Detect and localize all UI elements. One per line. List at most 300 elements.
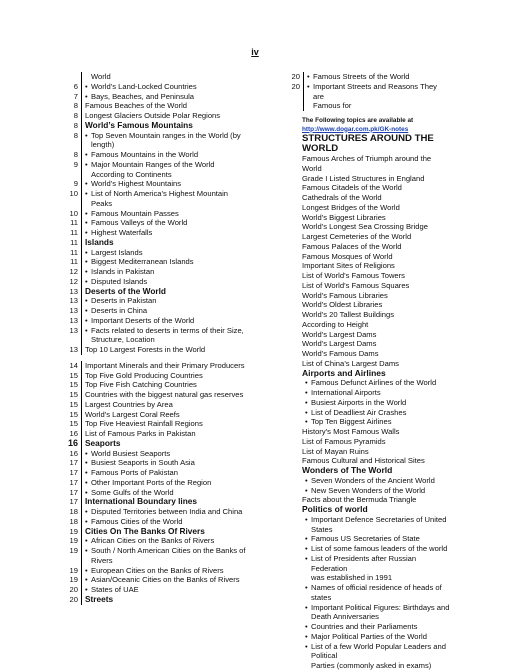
entry-text: Famous Ports of Pakistan [91,468,178,477]
entry-text: Top Five Gold Producing Countries [85,370,203,380]
entry-text: List of North America’s Highest Mountain [91,189,229,198]
toc-entry[interactable] [60,419,282,429]
topic-entry[interactable] [302,271,450,281]
entry-title [81,345,282,355]
page-ref: 8 [73,130,78,140]
page-ref: 17 [69,458,78,468]
toc-entry[interactable] [60,458,282,468]
toc-entry[interactable] [60,82,282,92]
topic-entry[interactable] [302,339,450,349]
entry-text: Streets [85,593,114,604]
toc-entry[interactable] [60,439,282,449]
entry-text: List of World’s Famous Squares [302,280,410,290]
entry-text: Famous Mountain Passes [91,208,179,218]
page-ref [282,101,303,111]
entry-text: Seaports [85,437,121,448]
entry-title [81,82,282,92]
bullet-icon: • [85,477,88,487]
bullet-icon: • [85,130,88,140]
entry-text: List of China’s Largest Dams [302,358,399,368]
entry-title [81,316,282,326]
entry-text: Famous Defunct Airlines of the World [311,378,437,388]
entry-text: Famous Mountains in the World [91,150,199,159]
bullet-icon: • [85,448,88,458]
toc-entry[interactable] [60,517,282,527]
toc-entry[interactable] [282,101,450,111]
topic-entry[interactable] [302,300,450,310]
page-ref: 13 [69,315,78,325]
toc-entry[interactable] [60,287,282,297]
toc-entry[interactable] [282,82,450,102]
page-ref: 15 [69,370,78,380]
entry-text: Death Anniversaries [311,612,379,622]
topic-entry[interactable] [302,174,450,184]
bullet-icon: • [305,397,308,407]
page-ref: 15 [69,419,78,429]
topic-entry[interactable] [302,408,450,418]
page-ref: 17 [69,487,78,497]
toc-entry[interactable] [60,390,282,400]
bullet-icon: • [85,218,88,228]
entry-text: List of some famous leaders of the world [311,544,448,553]
page-ref: 6 [73,81,78,91]
entry-title [81,267,282,277]
entry-title [81,410,282,420]
section-heading [81,287,282,297]
toc-entry[interactable] [60,121,282,131]
entry-text: International Boundary lines [85,496,198,507]
entry-text: Busiest Seaports in South Asia [91,458,195,468]
entry-title [81,228,282,238]
topic-entry[interactable] [302,437,450,447]
topic-entry[interactable] [302,252,450,262]
topic-entry[interactable] [302,632,450,642]
page-ref: 13 [69,325,78,335]
toc-entry[interactable] [60,92,282,102]
bullet-icon: • [85,306,88,315]
page-ref [60,199,81,209]
entry-title [81,306,282,316]
entry-title [81,72,282,82]
bullet-icon: • [305,475,308,485]
entry-text: The Following topics are available at [302,117,414,124]
bullet-icon: • [305,622,308,631]
topic-entry[interactable] [302,183,450,193]
page-ref: 15 [69,390,78,399]
section-heading [81,595,282,605]
entry-text: World’s Oldest Libraries [302,300,383,310]
toc-entry[interactable] [60,228,282,238]
bullet-icon: • [305,417,308,427]
entry-title [81,575,282,585]
entry-text: Famous for [313,101,352,111]
toc-entry[interactable] [60,248,282,258]
bullet-icon: • [305,544,308,553]
page-ref: 15 [69,409,78,419]
entry-title [81,160,282,170]
toc-entry[interactable] [60,497,282,507]
entry-title [81,335,282,345]
page-ref: 18 [69,516,78,526]
entry-text: Seven Wonders of the Ancient World [311,475,435,485]
toc-entry[interactable] [60,380,282,390]
topic-entry[interactable] [302,222,450,232]
bullet-icon: • [305,583,308,592]
toc-entry[interactable] [60,335,282,345]
entry-title [81,585,282,595]
page-ref: 8 [73,101,78,111]
toc-entry[interactable] [60,306,282,316]
entry-text: List of Famous Parks in Pakistan [85,429,196,438]
entry-title [303,82,450,102]
bullet-icon: • [85,257,88,267]
entry-text: World’s Largest Dams [302,339,377,349]
page-ref: 12 [69,267,78,276]
topic-entry[interactable] [302,661,450,671]
topic-entry[interactable] [302,378,450,388]
page-ref: 20 [291,72,300,81]
entry-text: Top 10 Largest Forests in the World [85,345,206,354]
section-heading [81,497,282,507]
bullet-icon: • [305,378,308,388]
section-heading [81,238,282,248]
entry-text: List of Mayan Ruins [302,446,369,456]
entry-text: History’s Most Famous Walls [302,427,400,436]
entry-title [81,257,282,267]
entry-title [81,556,282,566]
entry-title [81,566,282,576]
topic-entry[interactable] [302,291,450,301]
toc-entry[interactable] [60,150,282,160]
entry-text: Biggest Mediterranean Islands [91,257,194,267]
toc-entry[interactable] [60,209,282,219]
topic-entry[interactable] [302,154,450,174]
entry-text: African Cities on the Banks of Rivers [91,536,215,546]
toc-entry[interactable] [60,257,282,267]
toc-entry[interactable] [60,585,282,595]
entry-text: Important Deserts of the World [91,315,195,325]
toc-entry[interactable] [60,131,282,141]
toc-entry[interactable] [60,267,282,277]
entry-text: Rivers [91,555,113,565]
page-ref: 16 [69,429,78,438]
page-ref: 18 [69,507,78,516]
topic-entry[interactable] [302,544,450,554]
topic-entry[interactable] [302,525,450,535]
entry-title [81,517,282,527]
toc-entry[interactable] [60,595,282,605]
toc-entry[interactable] [60,218,282,228]
topic-entry[interactable] [302,193,450,203]
entry-text: Countries and their Parliaments [311,622,418,631]
page-ref: 19 [69,565,78,575]
bullet-icon: • [85,208,88,218]
entry-text: European Cities on the Banks of Rivers [91,565,224,575]
bullet-icon: • [85,276,88,286]
entry-text: World’s Famous Dams [302,349,379,358]
topic-entry[interactable] [302,232,450,242]
topic-entry[interactable] [302,310,450,320]
section-heading [302,134,450,154]
page-ref: 11 [70,247,78,257]
entry-text: Top Five Fish Catching Countries [85,380,197,390]
toc-entry[interactable] [60,361,282,371]
toc-entry[interactable] [60,478,282,488]
topic-entry[interactable] [302,515,450,525]
entry-title [81,131,282,141]
page-ref: 13 [69,296,78,306]
topic-entry[interactable] [302,330,450,340]
topic-entry[interactable] [302,554,450,574]
entry-text: Facts related to deserts in terms of their Size, [91,325,244,335]
page-ref [60,170,81,180]
entry-title [81,209,282,219]
entry-title [81,488,282,498]
bullet-icon: • [85,507,88,516]
entry-text: World [91,72,111,81]
topic-entry[interactable] [302,213,450,223]
toc-right-column [282,72,450,671]
toc-entry[interactable] [60,546,282,556]
entry-text: Other Important Ports of the Region [91,477,212,487]
entry-title [81,248,282,258]
entry-text: Famous Mosques of World [302,251,393,261]
page-ref [60,556,81,566]
topic-entry[interactable] [302,281,450,291]
page-ref: 19 [69,546,78,555]
toc-entry[interactable] [60,556,282,566]
toc-entry[interactable] [60,238,282,248]
entry-text: Important Political Figures: Birthdays and [311,602,450,612]
topic-entry[interactable] [302,534,450,544]
topic-entry[interactable] [302,398,450,408]
section-heading [81,121,282,131]
bullet-icon: • [85,565,88,575]
topic-entry[interactable] [302,573,450,583]
page-ref: 8 [73,111,78,120]
bullet-icon: • [85,458,88,468]
entry-text: States of UAE [91,585,139,594]
toc-entry[interactable] [60,410,282,420]
entry-text: Airports and Airlines [302,367,386,378]
bullet-icon: • [85,585,88,594]
topic-entry[interactable] [302,622,450,632]
entry-text: Deserts of the World [85,285,166,296]
topic-entry[interactable] [302,486,450,496]
topic-entry[interactable] [302,612,450,622]
toc-entry[interactable] [60,400,282,410]
topic-entry[interactable] [302,417,450,427]
page-ref: 16 [69,448,78,458]
entry-text: Highest Waterfalls [91,228,153,237]
toc-entry[interactable] [60,566,282,576]
section-heading [81,527,282,537]
page-ref: 11 [70,228,78,237]
toc-entry[interactable] [60,199,282,209]
entry-text: Important Streets and Reasons They are [313,81,437,101]
bullet-icon: • [305,534,308,544]
page-ref: 20 [69,594,78,604]
page-ref [60,335,81,345]
topic-entry[interactable] [302,583,450,603]
topic-entry[interactable] [302,476,450,486]
entry-text: Famous Citadels of the World [302,183,402,193]
page-ref: 17 [69,477,78,487]
page-ref: 17 [69,497,78,507]
entry-title [303,101,450,111]
page-ref: 8 [73,150,78,159]
bullet-icon: • [85,179,88,189]
entry-title [81,150,282,160]
entry-text: Major Political Parties of the World [311,631,427,641]
toc-entry[interactable] [60,371,282,381]
entry-text: Important Minerals and their Primary Producers [85,360,245,370]
toc-entry[interactable] [60,536,282,546]
entry-title [81,468,282,478]
topic-entry[interactable] [302,603,450,613]
entry-text: Important Defence Secretaries of United [311,514,447,524]
entry-text: List of Presidents after Russian Federation [311,553,417,573]
entry-title [81,371,282,381]
bullet-icon: • [85,516,88,526]
entry-text: World’s Famous Libraries [302,290,388,300]
entry-text: South / North American Cities on the Banks of [91,546,246,555]
entry-title [81,277,282,287]
entry-title [303,72,450,82]
toc-entry[interactable] [60,468,282,478]
page-ref: 11 [70,237,78,247]
bullet-icon: • [305,631,308,641]
toc-entry[interactable] [282,72,450,82]
entry-title [81,326,282,336]
entry-text: Asian/Oceanic Cities on the Banks of Rivers [91,575,240,585]
topic-entry[interactable] [302,261,450,271]
entry-text: Politics of world [302,504,368,514]
entry-text: was established in 1991 [311,573,393,583]
toc-entry[interactable] [60,345,282,355]
entry-text: Countries with the biggest natural gas reserves [85,390,244,399]
topic-entry[interactable] [302,349,450,359]
bullet-icon: • [305,641,308,651]
toc-entry[interactable] [60,316,282,326]
topic-entry[interactable] [302,242,450,252]
bullet-icon: • [85,189,88,198]
bullet-icon: • [85,159,88,169]
section-heading [302,466,450,476]
entry-text: Disputed Islands [91,276,148,286]
entry-text: Structure, Location [91,335,155,345]
topic-entry[interactable] [302,642,450,662]
entry-title [81,419,282,429]
toc-entry[interactable] [60,189,282,199]
page-ref: 10 [69,208,78,218]
entry-text: World’s Famous Mountains [85,119,193,130]
page-ref: 13 [69,345,78,354]
toc-entry[interactable] [60,507,282,517]
page-number: iv [251,47,259,57]
entry-text: Famous Beaches of the World [85,101,188,111]
entry-text: World’s Land-Locked Countries [91,81,197,91]
toc-entry[interactable] [60,488,282,498]
bullet-icon: • [85,546,88,555]
entry-text: Top Ten Biggest Airlines [311,417,392,427]
entry-text: New Seven Wonders of the World [311,485,426,495]
bullet-icon: • [85,468,88,477]
bullet-icon: • [85,575,88,585]
toc-entry[interactable] [60,527,282,537]
toc-entry[interactable] [60,277,282,287]
entry-title [81,189,282,199]
bullet-icon: • [85,150,88,159]
entry-text: International Airports [311,388,381,397]
bullet-icon: • [85,325,88,335]
topic-entry[interactable] [302,320,450,330]
toc-entry[interactable] [60,140,282,150]
entry-text: List of World’s Famous Towers [302,271,405,280]
toc-entry[interactable] [60,179,282,189]
toc-entry[interactable] [60,72,282,82]
page-ref: 11 [70,218,78,228]
section-heading [81,439,282,449]
entry-text: According to Height [302,319,369,329]
topic-entry[interactable] [302,427,450,437]
section-heading [302,505,450,515]
entry-title [81,536,282,546]
entry-text: Peaks [91,198,113,208]
entry-title [81,507,282,517]
entry-text: Famous Arches of Triumph around the World [302,154,432,173]
entry-title [81,179,282,189]
bullet-icon: • [305,553,308,563]
page-ref: 19 [69,575,78,585]
entry-title [81,361,282,371]
page-ref: 19 [69,536,78,546]
entry-text: World’s Largest Coral Reefs [85,409,180,419]
toc-entry[interactable] [60,101,282,111]
bullet-icon: • [85,91,88,101]
topic-entry[interactable] [302,203,450,213]
entry-text: States [311,524,333,534]
bullet-icon: • [85,228,88,237]
entry-text: World’s Largest Dams [302,329,377,339]
toc-entry[interactable] [60,575,282,585]
toc-left-column [60,72,282,605]
entry-text: Islands [85,236,114,247]
entry-text: Names of official residence of heads of states [311,583,442,602]
entry-text: Longest Bridges of the World [302,202,400,212]
toc-entry[interactable] [60,326,282,336]
toc-entry[interactable] [60,296,282,306]
entry-text: List of a few World Popular Leaders and Political [311,641,446,661]
topic-entry[interactable] [302,447,450,457]
topic-entry[interactable] [302,388,450,398]
section-heading [302,369,450,379]
entry-text: According to Continents [91,169,172,179]
entry-text: World’s Biggest Libraries [302,212,386,222]
entry-text: http://www.dogar.com.pk/GK-notes [302,125,409,133]
toc-entry[interactable] [60,160,282,170]
entry-title [81,449,282,459]
entry-title [81,140,282,150]
entry-text: Bays, Beaches, and Peninsula [91,91,195,101]
toc-entry[interactable] [60,449,282,459]
toc-entry[interactable] [60,170,282,180]
bullet-icon: • [305,485,308,495]
page-ref: 14 [69,360,78,370]
page-ref: 12 [69,276,78,286]
entry-text: Famous Streets of the World [313,72,410,81]
bullet-icon: • [305,602,308,612]
